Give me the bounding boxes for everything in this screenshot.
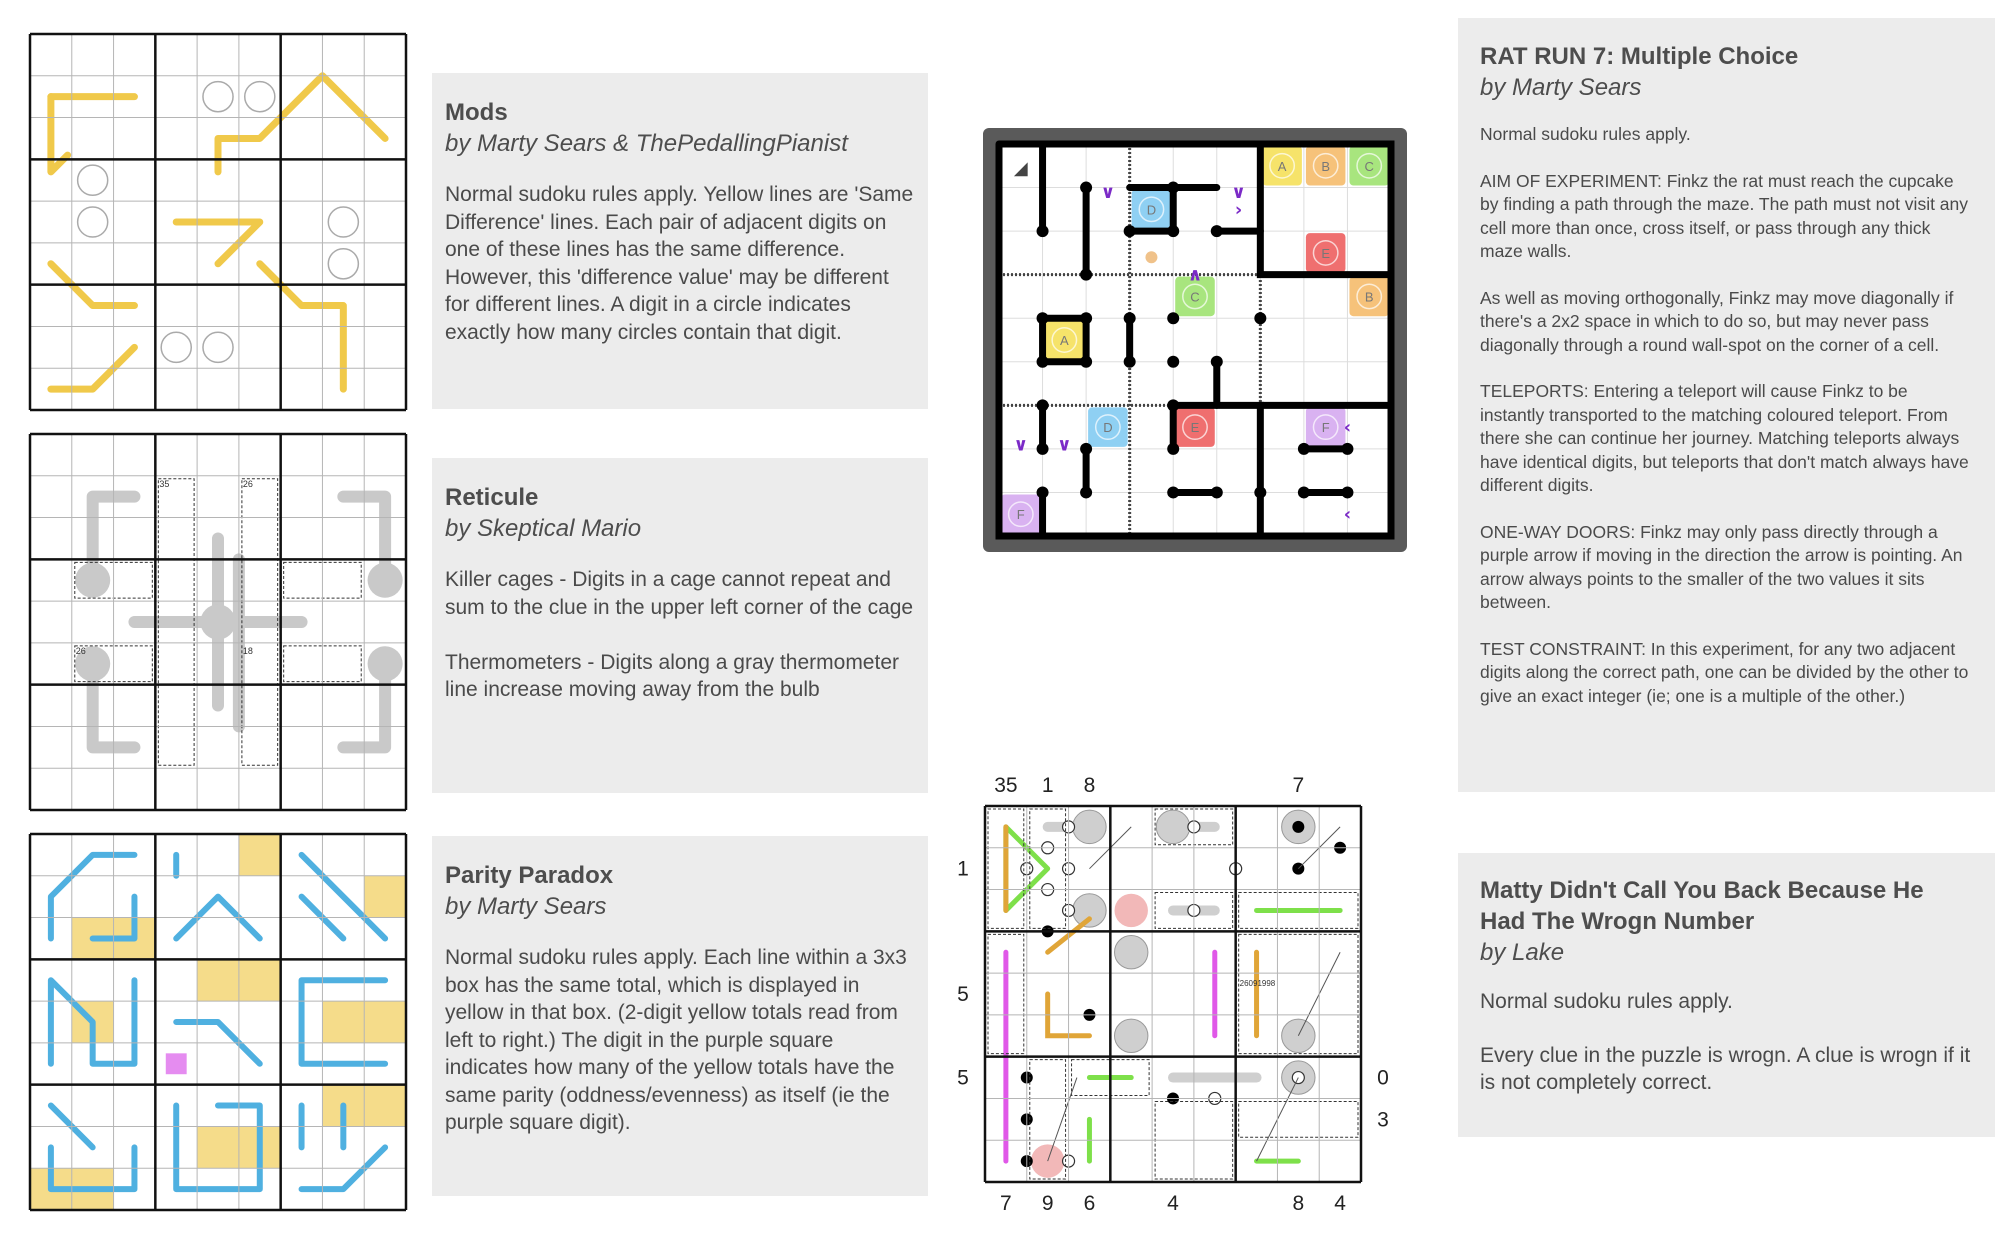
teleport-label: B [1364, 289, 1374, 305]
yellow-total-cell [364, 1085, 406, 1127]
cupcake-icon [1145, 251, 1157, 263]
cage-sum: 35 [159, 478, 170, 489]
yellow-total-cell [364, 876, 406, 918]
wall-spot [1080, 356, 1092, 368]
wall-spot [1167, 443, 1179, 455]
puzzle-rules: Killer cages - Digits in a cage cannot repeat and sum to the clue in the upper left corner of the cage Thermometers - Digits along a gray thermometer line increase moving away from the bulb [445, 568, 914, 701]
thermo-bulb [1073, 894, 1106, 927]
wall-spot [1341, 486, 1353, 498]
wall-spot [1298, 443, 1310, 455]
rule-paragraph: AIM OF EXPERIMENT: Finkz the rat must reach the cupcake by finding a path through the maze. The path must not visit any cell more than once, cross itself, or pass through any thick maze walls. [1480, 170, 1969, 261]
puzzle-author: by Skeptical Mario [445, 515, 642, 542]
wall-spot [1341, 443, 1353, 455]
wall-spot [1167, 312, 1179, 324]
black-dot [1292, 821, 1304, 833]
yellow-total-cell [239, 959, 281, 1001]
wall-spot [1080, 269, 1092, 281]
reticule-panel [432, 458, 928, 793]
outside-clue: 7 [1292, 774, 1305, 797]
purple-square [166, 1053, 187, 1074]
puzzle-author: by Marty Sears [445, 893, 607, 920]
wall-spot [1211, 225, 1223, 237]
wall-spot [1167, 399, 1179, 411]
outside-clue: 7 [1000, 1192, 1012, 1215]
outside-clue: 3 [1377, 1108, 1389, 1132]
wall-spot [1254, 486, 1266, 498]
wall-spot [1037, 486, 1049, 498]
one-way-arrow: ∨ [1100, 181, 1116, 203]
wall-spot [1124, 356, 1136, 368]
wall-spot [1080, 312, 1092, 324]
rule-paragraph: As well as moving orthogonally, Finkz may move diagonally if there's a 2x2 space in which to do so, but may never pass diagonally through a round wall-spot on the corner of a cell. [1480, 287, 1954, 355]
one-way-arrow: ∨ [1231, 181, 1246, 203]
rule-paragraph: Normal sudoku rules apply. [1480, 990, 1733, 1013]
wall-spot [1037, 399, 1049, 411]
parity-paradox-grid [28, 832, 408, 1212]
outside-clue: 4 [1334, 1192, 1346, 1215]
puzzle-title: RAT RUN 7: Multiple Choice [1480, 43, 1799, 70]
clue-circle [161, 332, 191, 362]
clue-circle [328, 207, 358, 237]
teleport-label: E [1190, 420, 1200, 436]
rule-paragraph: ONE-WAY DOORS: Finkz may only pass directly through a purple arrow if moving in the direction the arrow is pointing. An arrow always points to the smaller of the two values it sits between. [1480, 521, 1963, 612]
clue-circle [203, 332, 233, 362]
thermometer-bulb [200, 604, 235, 639]
rat-run-panel [1458, 18, 1995, 792]
clue-circle [203, 82, 233, 112]
wall-spot [1037, 225, 1049, 237]
wall-spot [1037, 443, 1049, 455]
cage-clue: 26091998 [1239, 979, 1276, 989]
yellow-total-cell [322, 1001, 364, 1043]
wall-spot [1037, 356, 1049, 368]
arrow-line [1048, 1078, 1077, 1162]
wall-spot [1080, 182, 1092, 194]
wall-spot [1211, 356, 1223, 368]
outside-clue: 8 [1292, 1192, 1305, 1215]
wall-spot [1167, 486, 1179, 498]
puzzle-title: Mods [445, 99, 508, 126]
outside-clue: 5 [957, 1066, 969, 1090]
one-way-arrow: ∨ [1057, 434, 1072, 456]
wall-spot [1124, 225, 1136, 237]
thermo-bulb [1282, 1019, 1315, 1052]
wall-spot [1037, 312, 1049, 324]
cage-sum: 26 [75, 645, 86, 656]
puzzle-author: by Marty Sears [1480, 74, 1642, 101]
clue-circle [245, 82, 275, 112]
rat-run-maze-grid [983, 128, 1407, 552]
pink-bulb [1115, 894, 1148, 927]
thermo-bulb [1115, 1019, 1148, 1052]
rule-paragraph: Normal sudoku rules apply. [1480, 124, 1691, 144]
outside-clue: 8 [1083, 774, 1096, 797]
rule-paragraph: TEST CONSTRAINT: In this experiment, for any two adjacent digits along the correct path, one can be divided by the other to give an exact integer (ie; one is a multiple of the other.) [1480, 638, 1969, 706]
wall-spot [1298, 486, 1310, 498]
outside-clue: 6 [1083, 1192, 1096, 1215]
killer-cage [1239, 1101, 1358, 1137]
teleport-label: C [1190, 289, 1200, 305]
wall-spot [1080, 486, 1092, 498]
outside-clue: 5 [957, 983, 969, 1006]
yellow-total-cell [197, 1126, 239, 1168]
outside-clue: 35 [994, 774, 1018, 797]
puzzle-rules: Normal sudoku rules apply. Each line within a 3x3 box has the same total, which is displayed in yellow in that box. (2-digit yellow totals read from left to right.) The digit in the purple square indicates how many of the yellow totals have the same parity (oddness/evenness) as itself (ie the purple square digit). [445, 946, 907, 1134]
puzzle-title: Matty Didn't Call You Back Because He Had The Wrogn Number [1480, 877, 1924, 935]
same-difference-line [51, 97, 68, 172]
wall-spot [1254, 312, 1266, 324]
puzzle-author: by Marty Sears & ThePedallingPianist [445, 130, 848, 157]
teleport-label: A [1277, 158, 1287, 174]
equal-sum-line [51, 980, 135, 1064]
wall-spot [1167, 356, 1179, 368]
outside-clue: 1 [957, 857, 969, 881]
yellow-total-cell [239, 834, 281, 876]
rule-paragraph: TELEPORTS: Entering a teleport will cause Finkz to be instantly transported to the matching coloured teleport. From there she can continue her journey. Matching teleports always have identical digits, but teleports that don't match always have different digits. [1480, 381, 1969, 495]
teleport-label: D [1103, 420, 1113, 436]
teleport-label: E [1321, 245, 1331, 261]
white-dot [1292, 1072, 1304, 1084]
wall-spot [1211, 486, 1223, 498]
clue-circle [78, 165, 108, 195]
wrogn-number-grid [940, 760, 1410, 1237]
clue-circle [328, 249, 358, 279]
outside-clue: 1 [1041, 774, 1054, 797]
mods-panel [432, 73, 928, 409]
one-way-arrow: › [1234, 199, 1243, 221]
teleport-label: F [1321, 420, 1330, 436]
rule-paragraph: Every clue in the puzzle is wrogn. A clue is wrogn if it is not completely correct. [1480, 1043, 1971, 1094]
teleport-label: F [1016, 507, 1025, 523]
teleport-label: C [1364, 158, 1374, 174]
wall-spot [1167, 225, 1179, 237]
one-way-arrow: ∨ [1013, 434, 1029, 456]
thermo-bulb [1115, 936, 1148, 969]
thermometer-bulb [368, 563, 403, 598]
one-way-arrow: ‹ [1343, 504, 1352, 526]
cage-sum: 26 [242, 478, 253, 489]
yellow-total-cell [364, 1001, 406, 1043]
rat-icon: ◢ [1013, 157, 1028, 179]
thermometer-bulb [75, 563, 110, 598]
puzzle-rules: Normal sudoku rules apply. Yellow lines are 'Same Difference' lines. Each pair of adjacent digits on one of these lines has the same difference. However, this 'difference value' may be different for different lines. A digit in a circle indicates exactly how many circles contain that digit. [445, 183, 914, 344]
wrogn-number-panel [1458, 853, 1995, 1137]
wall-spot [1124, 312, 1136, 324]
outside-clue: 0 [1377, 1066, 1389, 1090]
one-way-arrow: ∧ [1187, 264, 1203, 286]
clue-circle [78, 207, 108, 237]
one-way-arrow: ‹ [1343, 417, 1352, 439]
reticule-grid [28, 432, 408, 812]
teleport-label: D [1146, 202, 1157, 218]
parity-paradox-panel [432, 836, 928, 1196]
puzzle-author: by Lake [1480, 939, 1565, 966]
outside-clue: 9 [1041, 1192, 1054, 1215]
yellow-total-cell [197, 959, 239, 1001]
teleport-label: A [1059, 333, 1069, 348]
puzzle-title: Parity Paradox [445, 862, 614, 889]
wall-spot [1167, 182, 1179, 194]
outside-clue: 4 [1167, 1192, 1179, 1215]
puzzle-title: Reticule [445, 484, 539, 511]
wall-spot [1080, 443, 1092, 455]
same-difference-line [218, 76, 385, 172]
thermometer-bulb [368, 646, 403, 681]
cage-sum: 18 [242, 645, 253, 656]
mods-grid [28, 32, 408, 412]
teleport-label: B [1321, 158, 1331, 174]
